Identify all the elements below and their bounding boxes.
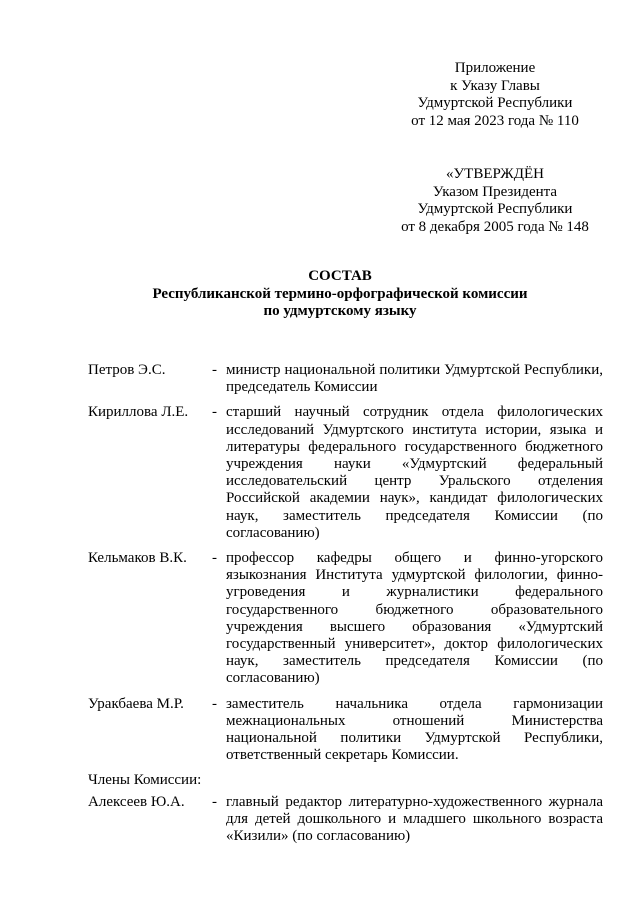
member-description: главный редактор литературно-художественного журнала для детей дошкольного и младшего школьного возраста «Кизили» (по согласованию)	[226, 793, 603, 845]
title-line: Республиканской термино-орфографической комиссии	[152, 285, 528, 302]
approved-line: от 8 декабря 2005 года № 148	[401, 218, 589, 235]
approved-line: «УТВЕРЖДЁН	[446, 166, 544, 182]
members-section-label: Члены Комиссии:	[88, 772, 202, 789]
member-name: Кириллова Л.Е.	[88, 404, 189, 421]
member-name: Алексеев Ю.А.	[88, 793, 185, 810]
member-name: Уракбаева М.Р.	[88, 695, 184, 712]
appendix-line: Удмуртской Республики	[417, 95, 573, 111]
member-name: Кельмаков В.К.	[88, 550, 187, 567]
appendix-line: от 12 мая 2023 года № 110	[411, 112, 579, 129]
appendix-header	[380, 60, 610, 130]
member-row	[88, 696, 603, 765]
member-row	[88, 794, 603, 846]
member-description: профессор кафедры общего и финно-угорского языкознания Института удмуртской филологии, финно-угроведения и журналистики федерального государственного бюджетного образовательного учреждения высшего образования «Удмуртский государственный университет», доктор филологических наук, заместитель председателя Комиссии (по согласованию)	[226, 550, 603, 687]
member-row	[88, 550, 603, 688]
member-description: министр национальной политики Удмуртской Республики, председатель Комиссии	[226, 362, 603, 396]
approved-line: Удмуртской Республики	[417, 201, 573, 217]
document-title	[80, 268, 600, 321]
member-dash: -	[212, 695, 217, 712]
member-name: Петров Э.С.	[88, 362, 166, 378]
approved-stamp-block	[380, 166, 610, 236]
approved-line: Указом Президента	[432, 183, 558, 200]
title-line: по удмуртскому языку	[263, 303, 417, 319]
member-description: заместитель начальника отдела гармонизации межнациональных отношений Министерства национальной политики Удмуртской Республики, ответственный секретарь Комиссии.	[226, 695, 603, 764]
member-dash: -	[212, 550, 217, 567]
title-heading: СОСТАВ	[308, 268, 372, 284]
member-dash: -	[212, 793, 217, 810]
members-list	[88, 362, 603, 853]
appendix-line: к Указу Главы	[450, 77, 540, 94]
appendix-line: Приложение	[454, 60, 536, 76]
member-row	[88, 404, 603, 542]
member-dash: -	[212, 362, 217, 378]
member-dash: -	[212, 404, 217, 421]
member-description: старший научный сотрудник отдела филологических исследований Удмуртского института истории, языка и литературы федерального государственного бюджетного учреждения науки «Удмуртский федеральный исследовательский центр Уральского отделения Российской академии наук», кандидат филологических наук, заместитель председателя Комиссии (по согласованию)	[226, 404, 603, 541]
member-row	[88, 362, 603, 396]
